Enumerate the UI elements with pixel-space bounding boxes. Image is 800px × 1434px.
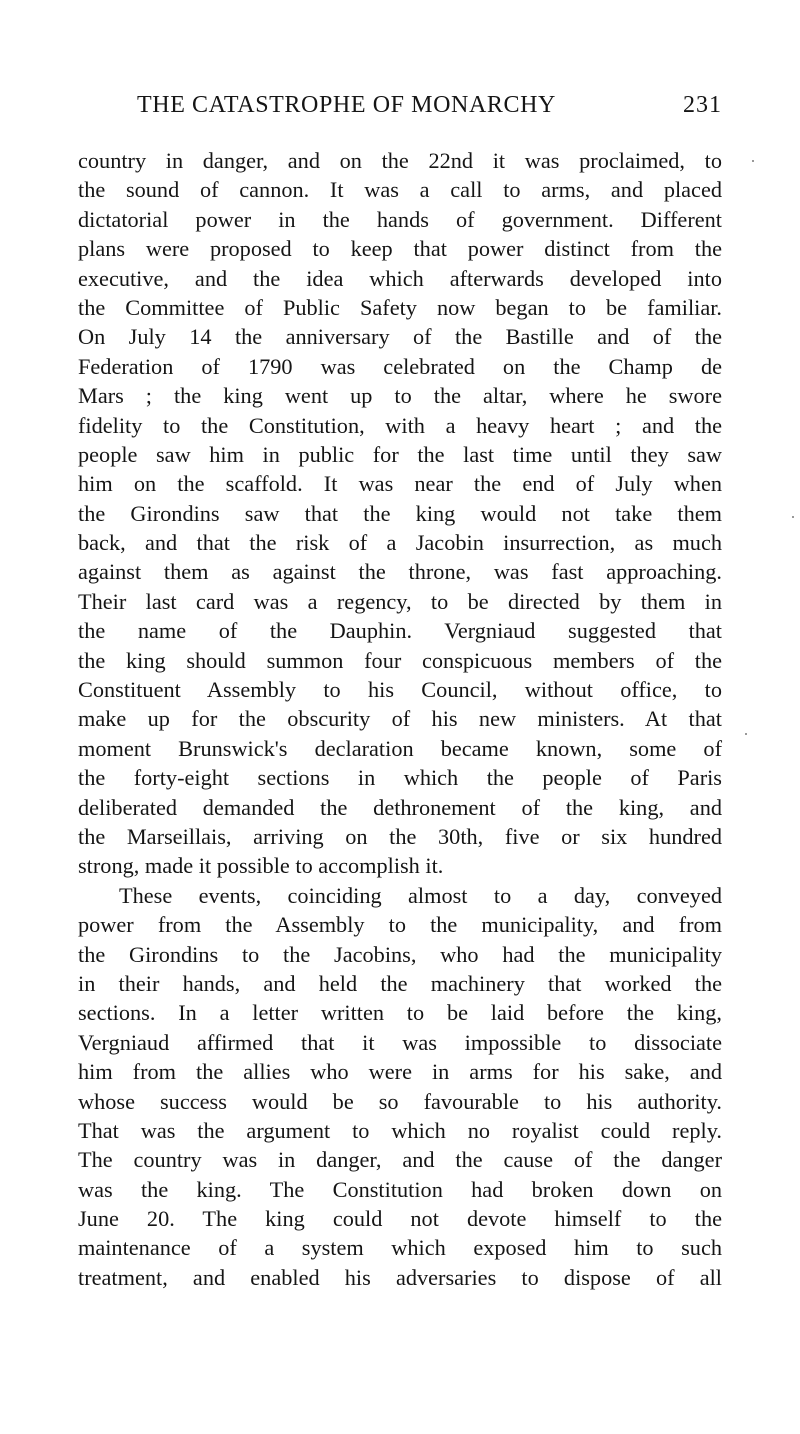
text-line: Vergniaud affirmed that it was impossible to dissociate	[78, 1029, 722, 1055]
text-line: the Girondins to the Jacobins, who had the municipality	[78, 941, 722, 967]
text-line: the Girondins saw that the king would not take them	[78, 500, 722, 526]
text-line: Federation of 1790 was celebrated on the Champ de	[78, 353, 722, 379]
text-line: country in danger, and on the 22nd it was proclaimed, to	[78, 148, 722, 173]
text-line: maintenance of a system which exposed him to such	[78, 1235, 722, 1261]
text-line: people saw him in public for the last time until they saw	[78, 441, 722, 467]
text-line: was the king. The Constitution had broken down on	[78, 1176, 722, 1202]
text-line: deliberated demanded the dethronement of the king, and	[78, 794, 722, 820]
text-line: make up for the obscurity of his new ministers. At that	[78, 706, 722, 732]
text-line: the Marseillais, arriving on the 30th, five or six hundred	[78, 823, 722, 849]
text-line: against them as against the throne, was fast approaching.	[78, 559, 722, 585]
text-line: On July 14 the anniversary of the Bastille and of the	[78, 324, 722, 350]
text-line: the forty-eight sections in which the people of Paris	[78, 765, 722, 791]
text-line: the sound of cannon. It was a call to arms, and placed	[78, 177, 722, 203]
running-title: THE CATASTROPHE OF MONARCHY	[137, 92, 556, 118]
text-line: treatment, and enabled his adversaries to dispose of all	[78, 1264, 722, 1290]
text-line: executive, and the idea which afterwards developed into	[78, 265, 722, 291]
text-line: power from the Assembly to the municipality, and from	[78, 912, 722, 938]
scan-speck	[745, 733, 747, 735]
text-line: whose success would be so favourable to his authority.	[78, 1088, 722, 1114]
text-line: The country was in danger, and the cause of the danger	[78, 1147, 722, 1173]
page-body-text	[78, 146, 722, 1292]
text-line: moment Brunswick's declaration became known, some of	[78, 735, 722, 761]
text-line: Their last card was a regency, to be directed by them in	[78, 588, 722, 614]
text-line: back, and that the risk of a Jacobin insurrection, as much	[78, 530, 722, 556]
text-line: These events, coinciding almost to a day, conveyed	[119, 882, 722, 908]
scan-speck	[792, 516, 794, 518]
text-line: him on the scaffold. It was near the end of July when	[78, 471, 722, 497]
text-line: the name of the Dauphin. Vergniaud suggested that	[78, 618, 722, 644]
text-line: sections. In a letter written to be laid before the king,	[78, 1000, 722, 1026]
text-line: dictatorial power in the hands of government. Different	[78, 206, 722, 232]
running-header	[137, 92, 722, 124]
text-line: him from the allies who were in arms for his sake, and	[78, 1059, 722, 1085]
text-line: fidelity to the Constitution, with a heavy heart ; and the	[78, 412, 722, 438]
text-line: the Committee of Public Safety now began to be familiar.	[78, 294, 722, 320]
text-line: Mars ; the king went up to the altar, where he swore	[78, 383, 722, 409]
scan-speck	[752, 160, 754, 162]
text-line: plans were proposed to keep that power distinct from the	[78, 236, 722, 262]
text-line: the king should summon four conspicuous members of the	[78, 647, 722, 673]
text-line: strong, made it possible to accomplish it.	[78, 853, 444, 879]
page-number: 231	[683, 92, 722, 118]
text-line: Constituent Assembly to his Council, without office, to	[78, 677, 722, 703]
text-line: That was the argument to which no royalist could reply.	[78, 1117, 722, 1143]
text-line: June 20. The king could not devote himself to the	[78, 1206, 722, 1232]
text-line: in their hands, and held the machinery that worked the	[78, 970, 722, 996]
